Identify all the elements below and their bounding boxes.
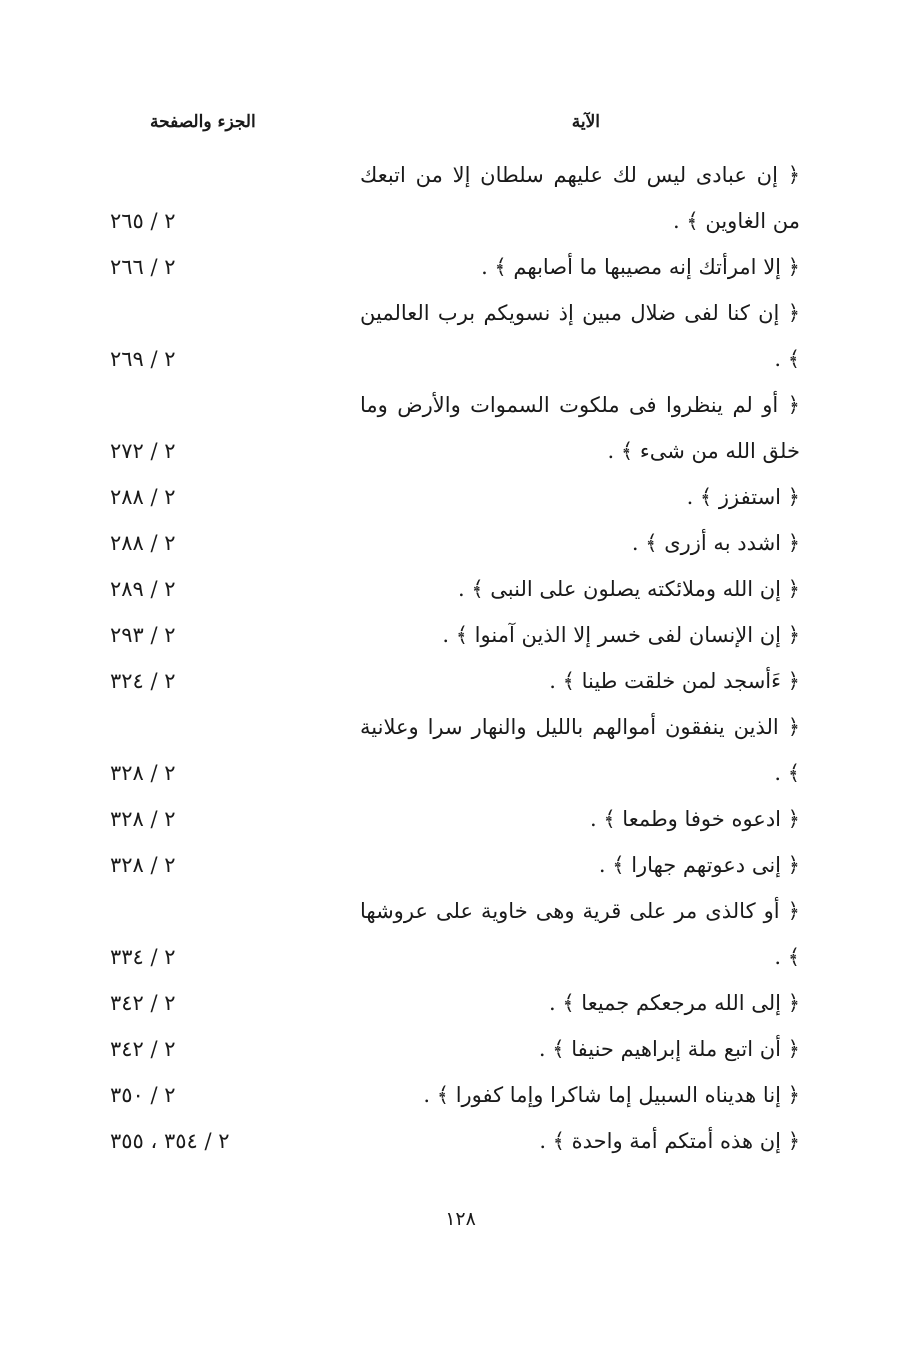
list-item: [110, 382, 800, 474]
verse-text: ﴿ الذين ينفقون أموالهم بالليل والنهار سرا وعلانية ﴾ .: [360, 715, 800, 785]
verse-text: ﴿ إنا هديناه السبيل إما شاكرا وإما كفورا ﴾ .: [423, 1083, 800, 1107]
verse-text: ﴿ إلى الله مرجعكم جميعا ﴾ .: [548, 991, 800, 1015]
verse-text: ﴿ إن هذه أمتكم أمة واحدة ﴾ .: [539, 1129, 800, 1153]
list-item: [110, 244, 800, 290]
volume-page-reference: ٢ / ٣٢٤: [110, 669, 176, 693]
verse-text: ﴿ أو كالذى مر على قرية وهى خاوية على عروشها ﴾ .: [360, 899, 800, 969]
list-item: [110, 520, 800, 566]
list-item: [110, 796, 800, 842]
volume-page-reference: ٢ / ٢٨٨: [110, 485, 176, 509]
verse-text: ﴿ إلا امرأتك إنه مصيبها ما أصابهم ﴾ .: [481, 255, 800, 279]
volume-page-reference: ٢ / ٣٢٨: [110, 807, 176, 831]
list-item: [110, 980, 800, 1026]
volume-page-reference: ٢ / ٣٥٤ ، ٣٥٥: [110, 1129, 230, 1153]
verse-text: ﴿ إن عبادى ليس لك عليهم سلطان إلا من اتبعك من الغاوين ﴾ .: [360, 163, 800, 233]
page-number: ١٢٨: [445, 1208, 476, 1230]
verse-text: ﴿ استفزز ﴾ .: [686, 485, 800, 509]
column-header-verse: الآية: [571, 112, 600, 132]
table-header: [150, 112, 600, 142]
list-item: [110, 612, 800, 658]
list-item: [110, 566, 800, 612]
volume-page-reference: ٢ / ٢٨٩: [110, 577, 176, 601]
volume-page-reference: ٢ / ٣٢٨: [110, 761, 176, 785]
verse-text: ﴿ إن كنا لفى ضلال مبين إذ نسويكم برب العالمين ﴾ .: [360, 301, 800, 371]
verse-text: ﴿ إن الله وملائكته يصلون على النبى ﴾ .: [457, 577, 800, 601]
list-item: [110, 152, 800, 244]
volume-page-reference: ٢ / ٢٦٩: [110, 347, 176, 371]
volume-page-reference: ٢ / ٢٦٦: [110, 255, 176, 279]
list-item: [110, 1026, 800, 1072]
verse-text: ﴿ ءَأسجد لمن خلقت طينا ﴾ .: [549, 669, 800, 693]
verse-text: ﴿ إنى دعوتهم جهارا ﴾ .: [598, 853, 800, 877]
volume-page-reference: ٢ / ٢٦٥: [110, 209, 176, 233]
volume-page-reference: ٢ / ٢٨٨: [110, 531, 176, 555]
volume-page-reference: ٢ / ٢٩٣: [110, 623, 176, 647]
volume-page-reference: ٢ / ٣٢٨: [110, 853, 176, 877]
verse-index-list: [110, 152, 800, 1164]
list-item: [110, 888, 800, 980]
volume-page-reference: ٢ / ٣٤٢: [110, 1037, 176, 1061]
verse-text: ﴿ أو لم ينظروا فى ملكوت السموات والأرض وما خلق الله من شىء ﴾ .: [360, 393, 800, 463]
list-item: [110, 842, 800, 888]
verse-text: ﴿ أن اتبع ملة إبراهيم حنيفا ﴾ .: [538, 1037, 800, 1061]
list-item: [110, 290, 800, 382]
list-item: [110, 474, 800, 520]
volume-page-reference: ٢ / ٣٣٤: [110, 945, 176, 969]
verse-text: ﴿ إن الإنسان لفى خسر إلا الذين آمنوا ﴾ .: [442, 623, 800, 647]
verse-text: ﴿ اشدد به أزرى ﴾ .: [631, 531, 800, 555]
list-item: [110, 658, 800, 704]
volume-page-reference: ٢ / ٣٥٠: [110, 1083, 176, 1107]
volume-page-reference: ٢ / ٣٤٢: [110, 991, 176, 1015]
list-item: [110, 1118, 800, 1164]
verse-text: ﴿ ادعوه خوفا وطمعا ﴾ .: [589, 807, 800, 831]
column-header-reference: الجزء والصفحة: [150, 112, 256, 132]
list-item: [110, 1072, 800, 1118]
volume-page-reference: ٢ / ٢٧٢: [110, 439, 176, 463]
list-item: [110, 704, 800, 796]
